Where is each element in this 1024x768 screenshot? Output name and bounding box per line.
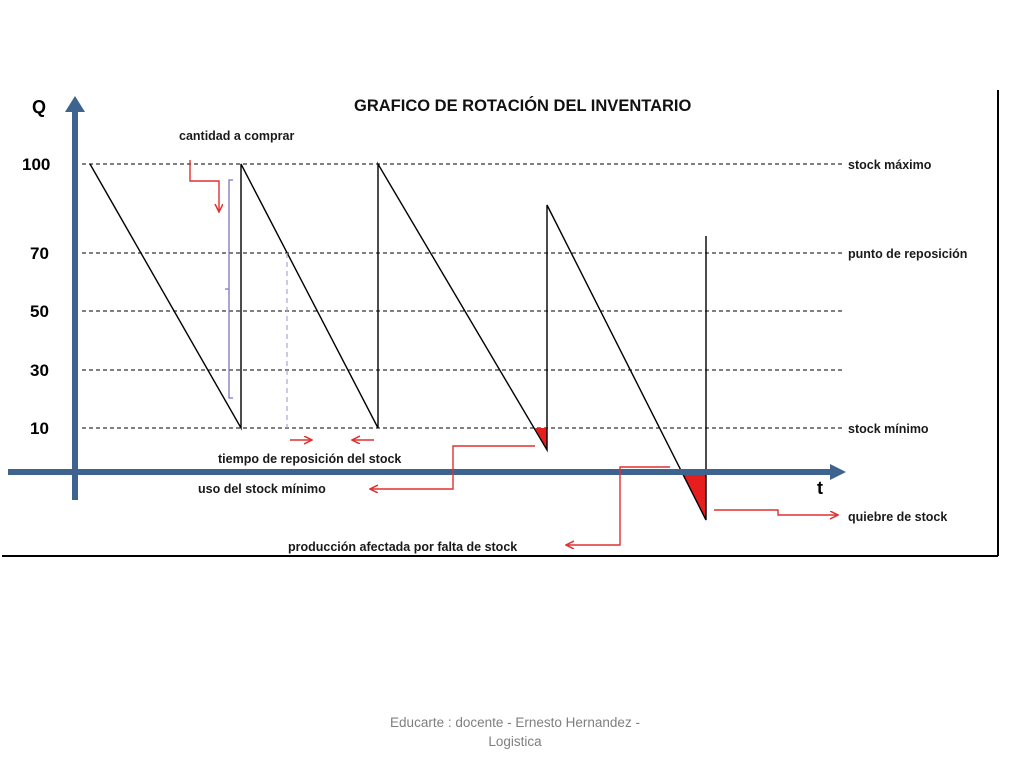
annotation-uso-stock-minimo: uso del stock mínimo xyxy=(198,482,326,496)
annotation-cantidad-a-comprar: cantidad a comprar xyxy=(179,129,295,143)
y-tick-10: 10 xyxy=(30,419,49,438)
arrow-produccion-afectada xyxy=(566,467,670,545)
x-axis-arrowhead xyxy=(830,464,846,480)
annotation-produccion-afectada: producción afectada por falta de stock xyxy=(288,540,518,554)
y-tick-50: 50 xyxy=(30,302,49,321)
y-tick-30: 30 xyxy=(30,361,49,380)
arrow-cantidad-a-comprar xyxy=(190,160,219,212)
order-quantity-bracket xyxy=(225,180,233,398)
y-axis-label: Q xyxy=(32,97,47,117)
label-stock-maximo: stock máximo xyxy=(848,158,932,172)
footer-line-1: Educarte : docente - Ernesto Hernandez - xyxy=(390,715,640,730)
inventory-sawtooth-line xyxy=(90,164,706,520)
chart-title: GRAFICO DE ROTACIÓN DEL INVENTARIO xyxy=(354,97,692,115)
annotation-quiebre-de-stock: quiebre de stock xyxy=(848,510,948,524)
x-axis-label: t xyxy=(817,478,823,498)
annotation-tiempo-reposicion: tiempo de reposición del stock xyxy=(218,452,402,466)
label-stock-minimo: stock mínimo xyxy=(848,422,929,436)
label-punto-reposicion: punto de reposición xyxy=(848,247,968,261)
y-axis-arrowhead xyxy=(65,96,85,112)
footer-credit xyxy=(350,713,680,751)
arrow-quiebre-de-stock xyxy=(714,510,838,515)
y-tick-70: 70 xyxy=(30,244,49,263)
y-tick-100: 100 xyxy=(22,155,51,174)
footer-line-2: Logistica xyxy=(488,734,542,749)
